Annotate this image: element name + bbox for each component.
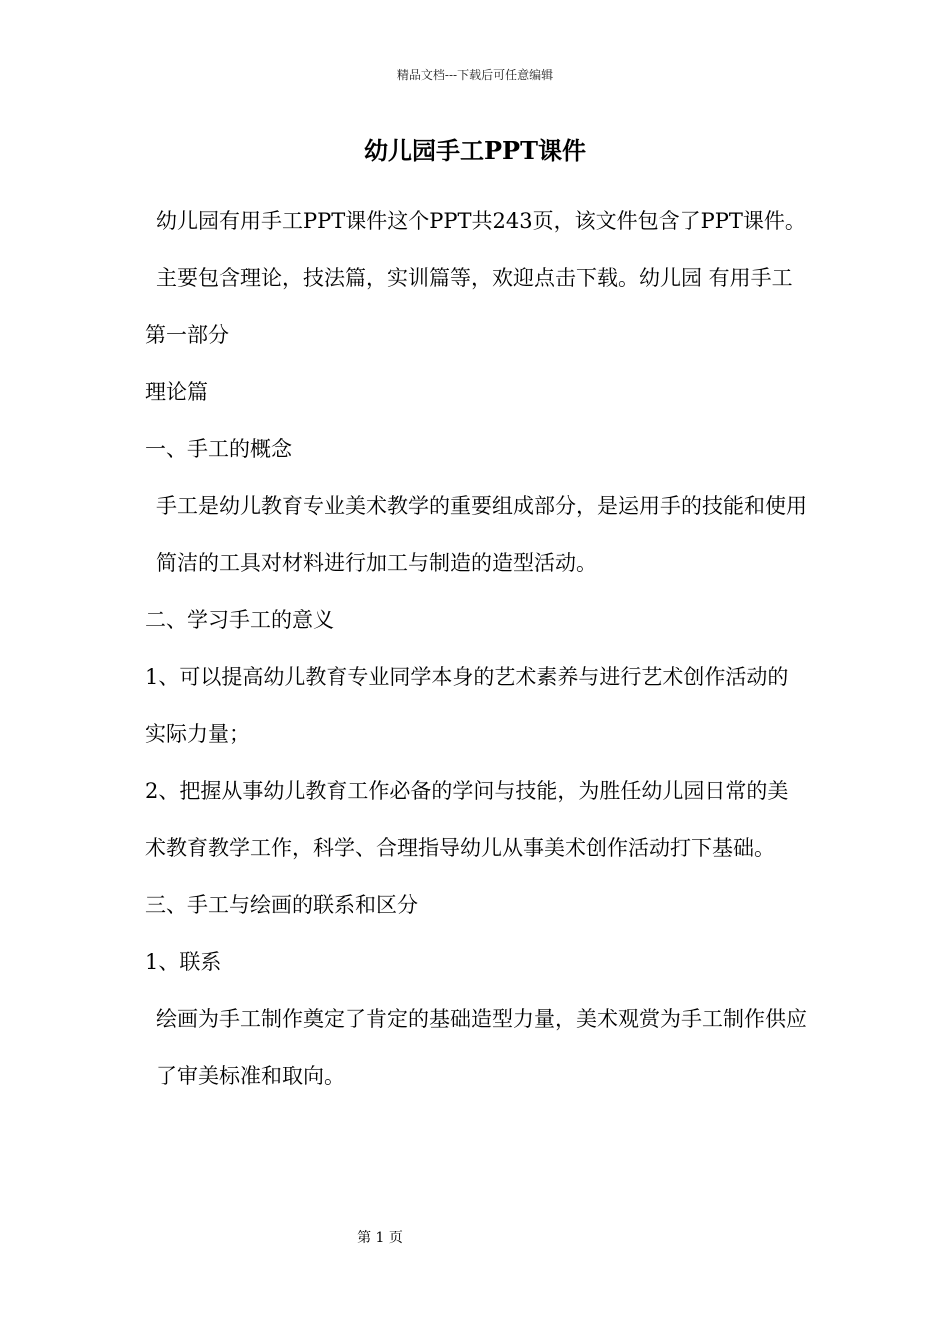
document-title: 幼儿园手工PPT课件 [364, 136, 586, 165]
heading-concept: 一、手工的概念 [145, 437, 292, 461]
paragraph-connection: 绘画为手工制作奠定了肯定的基础造型力量，美术观赏为手工制作供应了审美标准和取向。 [156, 1007, 807, 1088]
header-note: 精品文档---下载后可任意编辑 [396, 68, 554, 82]
heading-significance: 二、学习手工的意义 [145, 608, 334, 632]
document-body [145, 193, 807, 1105]
section-label-part-one: 第一部分 [145, 323, 229, 347]
paragraph-significance-2: 2、把握从事幼儿教育工作必备的学问与技能，为胜任幼儿园日常的美术教育教学工作，科学、合理指导幼儿从事美术创作活动打下基础。 [145, 779, 789, 860]
paragraph-intro: 幼儿园有用手工PPT课件这个PPT共243页，该文件包含了PPT课件。主要包含理论，技法篇，实训篇等，欢迎点击下载。幼儿园 有用手工 [156, 209, 806, 290]
subheading-connection: 1、联系 [145, 950, 222, 974]
paragraph-significance-1: 1、可以提高幼儿教育专业同学本身的艺术素养与进行艺术创作活动的实际力量； [145, 665, 789, 746]
heading-relation: 三、手工与绘画的联系和区分 [145, 893, 418, 917]
section-label-theory: 理论篇 [145, 380, 208, 404]
page-number: 第 1 页 [357, 1230, 403, 1246]
paragraph-concept: 手工是幼儿教育专业美术教学的重要组成部分，是运用手的技能和使用简洁的工具对材料进行加工与制造的造型活动。 [156, 494, 807, 575]
